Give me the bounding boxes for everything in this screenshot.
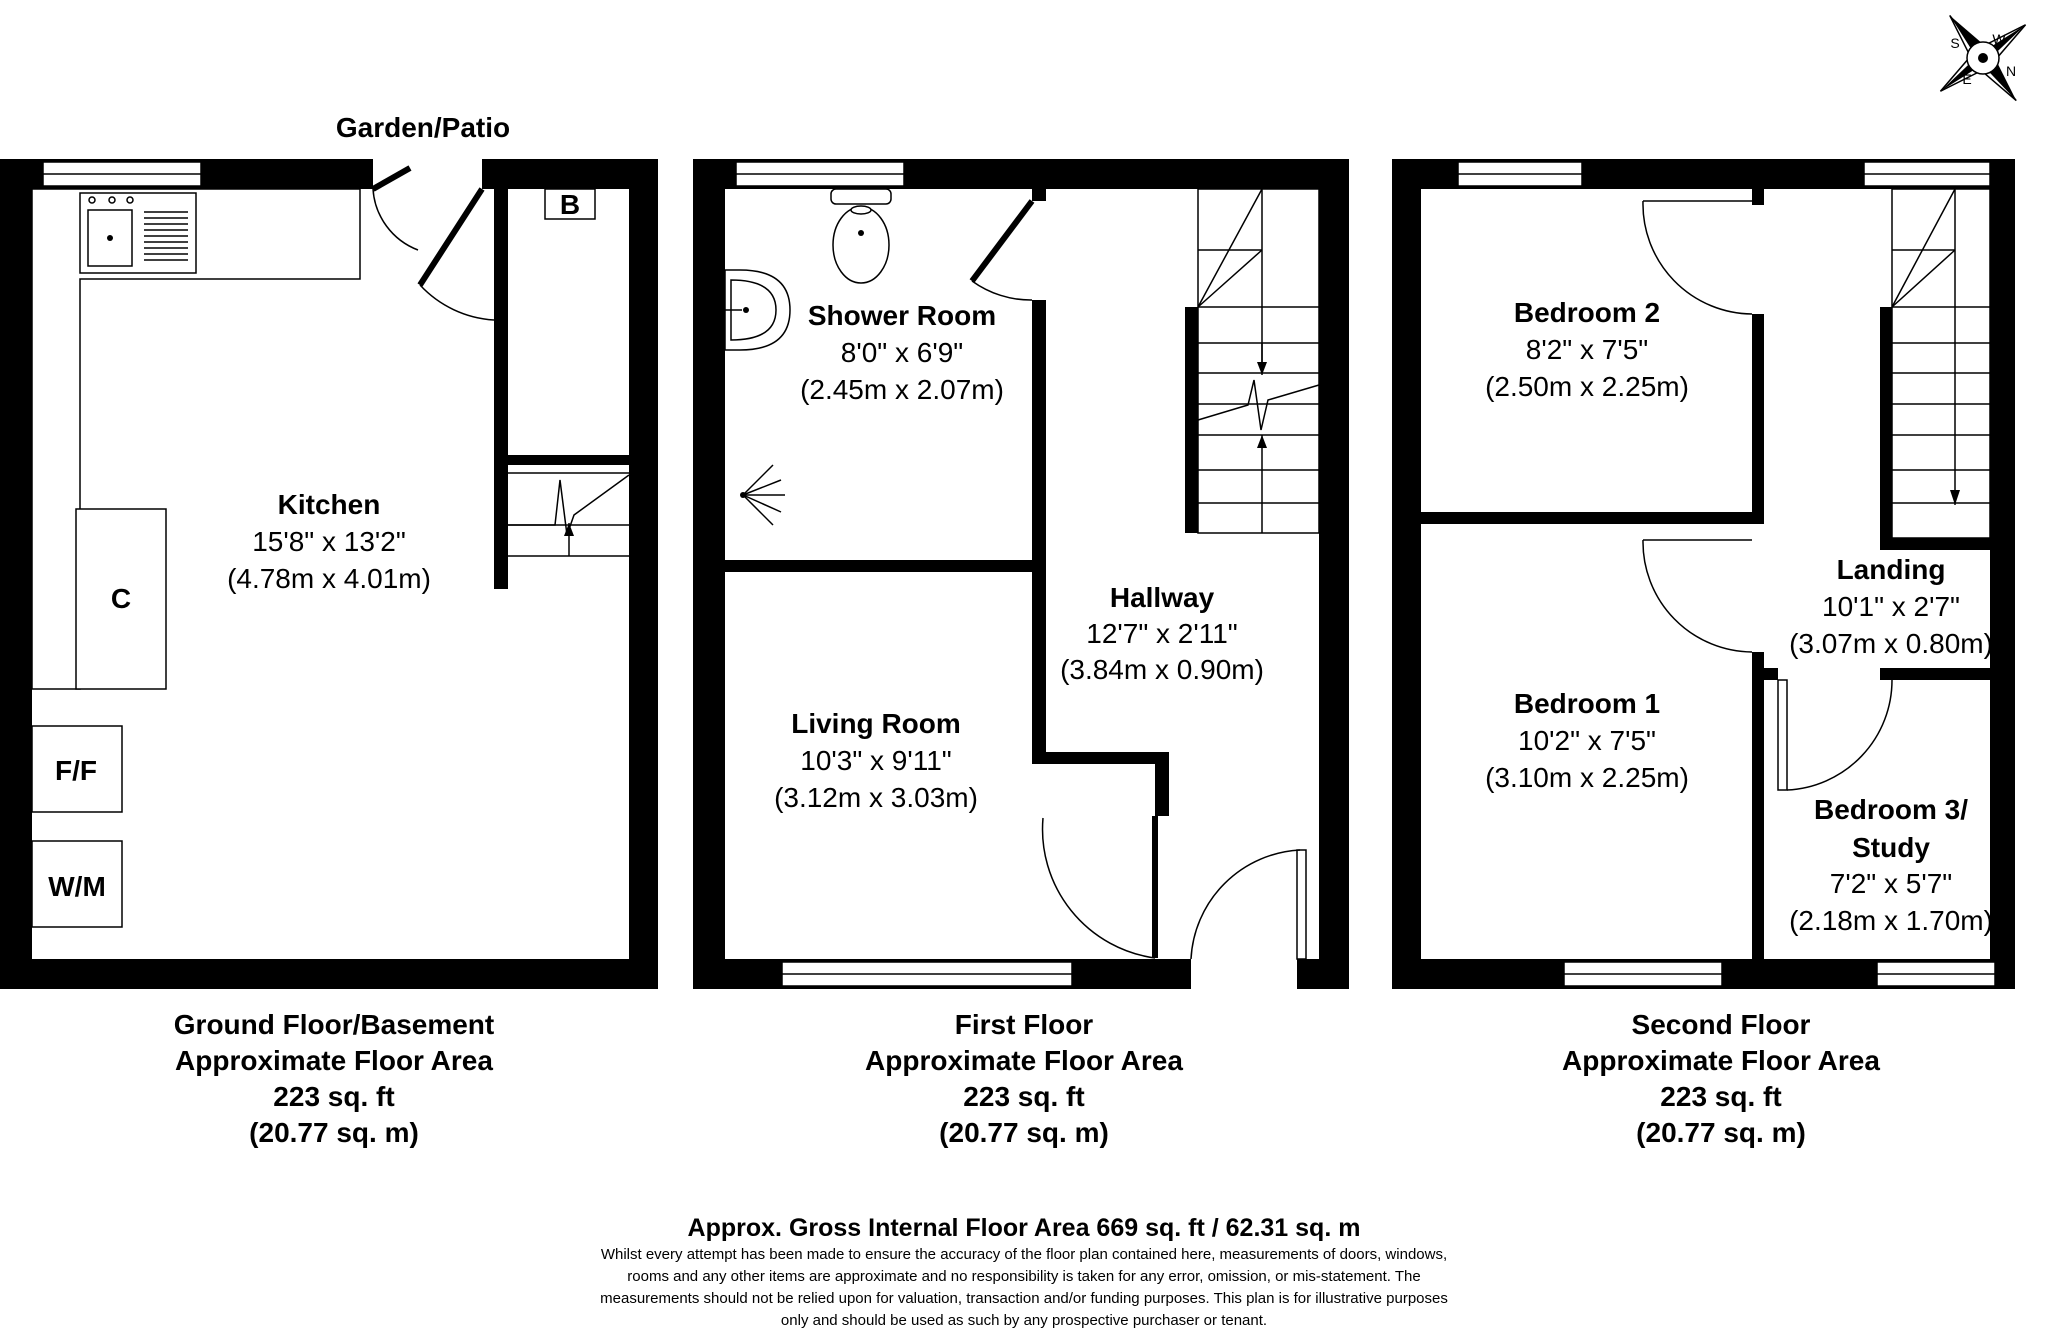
first-caption-sqm: (20.77 sq. m) xyxy=(939,1117,1109,1148)
bedroom-1-door xyxy=(1643,540,1752,652)
first-floor-stairs xyxy=(1198,189,1319,533)
second-floor-stairs xyxy=(1892,189,1990,538)
hallway-metric: (3.84m x 0.90m) xyxy=(1060,654,1264,685)
kitchen-metric: (4.78m x 4.01m) xyxy=(227,563,431,594)
garden-patio-label: Garden/Patio xyxy=(335,112,511,143)
shower-room-metric: (2.45m x 2.07m) xyxy=(800,374,1004,405)
second-caption-title: Second Floor xyxy=(1631,1009,1811,1040)
hallway-imperial: 12'7" x 2'11" xyxy=(1086,618,1238,649)
ground-caption-sqm: (20.77 sq. m) xyxy=(249,1117,419,1148)
bedroom-3-metric: (2.18m x 1.70m) xyxy=(1789,905,1993,936)
living-room-imperial: 10'3" x 9'11" xyxy=(800,745,952,776)
washing-machine-label: W/M xyxy=(48,871,106,902)
living-room-name: Living Room xyxy=(791,708,961,739)
disclaimer-line: measurements should not be relied upon for valuation, transaction and/or funding purposes. This plan is for illustrative purposes xyxy=(600,1290,1448,1307)
second-caption-sub: Approximate Floor Area xyxy=(1562,1045,1880,1076)
ground-caption-sqft: 223 sq. ft xyxy=(273,1081,395,1112)
first-caption-sqft: 223 sq. ft xyxy=(963,1081,1085,1112)
front-door xyxy=(1191,850,1306,959)
first-caption-sub: Approximate Floor Area xyxy=(865,1045,1183,1076)
bedroom-3-name-line2: Study xyxy=(1852,832,1930,863)
shower-room-imperial: 8'0" x 6'9" xyxy=(840,337,964,368)
sink-icon xyxy=(80,193,196,273)
bedroom-2-imperial: 8'2" x 7'5" xyxy=(1525,334,1649,365)
bedroom-1-name: Bedroom 1 xyxy=(1513,688,1661,719)
toilet-icon xyxy=(831,189,891,283)
second-floor-plan xyxy=(1392,159,2015,1148)
landing-imperial: 10'1" x 2'7" xyxy=(1822,591,1960,622)
living-room-door xyxy=(1043,816,1155,958)
second-caption-sqft: 223 sq. ft xyxy=(1660,1081,1782,1112)
disclaimer-line: rooms and any other items are approximate and no responsibility is taken for any error, omission, or mis-statement. The xyxy=(627,1268,1421,1285)
disclaimer-line: only and should be used as such by any prospective purchaser or tenant. xyxy=(780,1312,1268,1329)
cooker-label: C xyxy=(110,583,132,614)
compass-rose-icon xyxy=(1907,0,2048,134)
back-door xyxy=(373,168,494,320)
bedroom-3-door xyxy=(1778,680,1892,790)
landing-name: Landing xyxy=(1836,554,1946,585)
first-floor-plan xyxy=(693,159,1349,1148)
compass-e-label: E xyxy=(1962,71,1972,87)
first-caption-title: First Floor xyxy=(954,1009,1094,1040)
landing-metric: (3.07m x 0.80m) xyxy=(1789,628,1993,659)
kitchen-name: Kitchen xyxy=(277,489,381,520)
ground-floor-plan xyxy=(0,112,658,1148)
ground-caption-sub: Approximate Floor Area xyxy=(175,1045,493,1076)
bedroom-2-name: Bedroom 2 xyxy=(1513,297,1661,328)
hallway-name: Hallway xyxy=(1109,582,1215,613)
living-room-metric: (3.12m x 3.03m) xyxy=(774,782,978,813)
gross-floor-area: Approx. Gross Internal Floor Area 669 sq. ft / 62.31 sq. m xyxy=(687,1214,1361,1242)
ground-stairs xyxy=(508,473,629,556)
ground-caption-title: Ground Floor/Basement xyxy=(173,1009,495,1040)
fridge-freezer-label: F/F xyxy=(55,755,97,786)
disclaimer-line: Whilst every attempt has been made to ensure the accuracy of the floor plan contained here, measurements of doors, windows, xyxy=(600,1246,1448,1263)
compass-w-label: W xyxy=(1992,31,2006,47)
bedroom-3-imperial: 7'2" x 5'7" xyxy=(1829,868,1953,899)
bedroom-1-metric: (3.10m x 2.25m) xyxy=(1485,762,1689,793)
shower-icon xyxy=(740,465,785,525)
shower-room-door xyxy=(972,201,1032,300)
shower-room-name: Shower Room xyxy=(807,300,997,331)
compass-n-label: N xyxy=(2005,63,2017,79)
boiler-label: B xyxy=(559,189,581,220)
basin-icon xyxy=(725,270,790,350)
second-caption-sqm: (20.77 sq. m) xyxy=(1636,1117,1806,1148)
kitchen-imperial: 15'8" x 13'2" xyxy=(252,526,406,557)
bedroom-1-imperial: 10'2" x 7'5" xyxy=(1518,725,1656,756)
footer xyxy=(600,1214,1448,1329)
bedroom-2-metric: (2.50m x 2.25m) xyxy=(1485,371,1689,402)
compass-s-label: S xyxy=(1950,35,1960,51)
bedroom-3-name-line1: Bedroom 3/ xyxy=(1813,794,1969,825)
